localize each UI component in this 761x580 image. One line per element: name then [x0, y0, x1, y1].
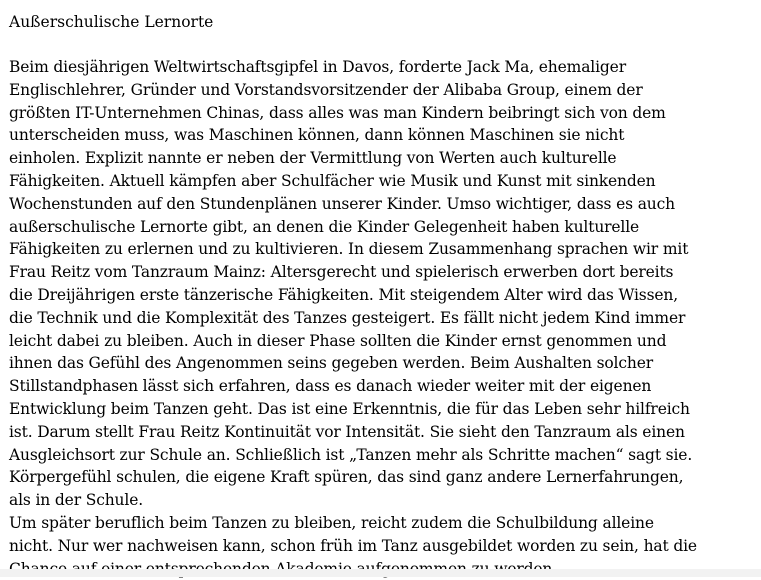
text-line: größten IT-Unternehmen Chinas, dass alles was man Kindern beibringt sich von dem: [9, 103, 666, 122]
text-line: als in der Schule.: [9, 491, 143, 510]
text-line: außerschulische Lernorte gibt, an denen die Kinder Gelegenheit haben kulturelle: [9, 217, 640, 236]
text-line: unterscheiden muss, was Maschinen können, dann können Maschinen sie nicht: [9, 126, 625, 145]
text-line: nicht. Nur wer nachweisen kann, schon früh im Tanz ausgebildet worden zu sein, hat die: [9, 536, 697, 555]
text-line: ist. Darum stellt Frau Reitz Kontinuität vor Intensität. Sie sieht den Tanzraum als einen: [9, 422, 685, 441]
text-line: Englischlehrer, Gründer und Vorstandsvorsitzender der Alibaba Group, einem der: [9, 80, 643, 99]
document-body: [9, 56, 757, 580]
text-line: einholen. Explizit nannte er neben der Vermittlung von Werten auch kulturelle: [9, 149, 617, 168]
text-line: leicht dabei zu bleiben. Auch in dieser Phase sollten die Kinder ernst genommen und: [9, 331, 667, 350]
text-line: Körpergefühl schulen, die eigene Kraft spüren, das sind ganz andere Lernerfahrungen,: [9, 468, 684, 487]
text-line: Ausgleichsort zur Schule an. Schließlich ist „Tanzen mehr als Schritte machen“ sagt sie.: [9, 445, 693, 464]
text-line: die Dreijährigen erste tänzerische Fähigkeiten. Mit steigendem Alter wird das Wissen,: [9, 285, 679, 304]
text-line: Fähigkeiten. Aktuell kämpfen aber Schulfächer wie Musik und Kunst mit sinkenden: [9, 171, 656, 190]
text-line: Fähigkeiten zu erlernen und zu kultivieren. In diesem Zusammenhang sprachen wir mit: [9, 240, 689, 259]
text-line: Entwicklung beim Tanzen geht. Das ist eine Erkenntnis, die für das Leben sehr hilfreich: [9, 399, 690, 418]
text-line: die Technik und die Komplexität des Tanzes gesteigert. Es fällt nicht jedem Kind immer: [9, 308, 686, 327]
bottom-edge: [0, 569, 761, 577]
text-line: Wochenstunden auf den Stundenplänen unserer Kinder. Umso wichtiger, dass es auch: [9, 194, 675, 213]
text-line: Beim diesjährigen Weltwirtschaftsgipfel in Davos, forderte Jack Ma, ehemaliger: [9, 58, 626, 76]
document-title: Außerschulische Lernorte: [9, 13, 214, 31]
text-line: Stillstandphasen lässt sich erfahren, dass es danach wieder weiter mit der eigenen: [9, 377, 652, 396]
text-line: Um später beruflich beim Tanzen zu bleiben, reicht zudem die Schulbildung alleine: [9, 513, 654, 532]
text-line: Frau Reitz vom Tanzraum Mainz: Altersgerecht und spielerisch erwerben dort bereits: [9, 263, 674, 282]
text-line: ihnen das Gefühl des Angenommen seins gegeben werden. Beim Aushalten solcher: [9, 354, 654, 373]
